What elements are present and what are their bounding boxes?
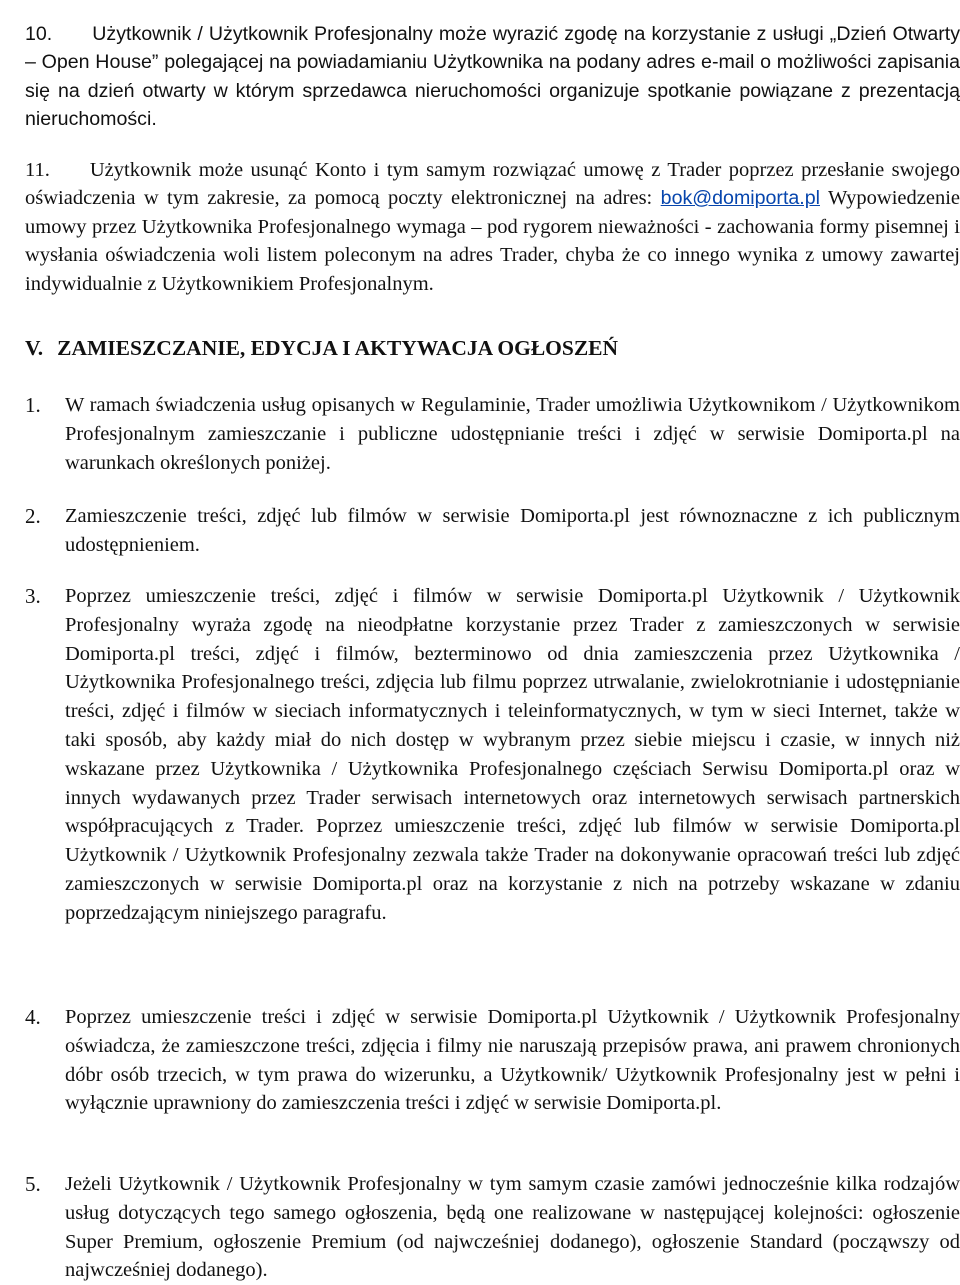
item-5-number: 5. (25, 1172, 41, 1196)
item-5-text: Jeżeli Użytkownik / Użytkownik Profesjonalny w tym samym czasie zamówi jednocześnie kilka rodzajów usług dotyczących tego samego ogłoszenia, będą one realizowane w następującej kolejności: ogłoszenie Super Premium, ogłoszenie Premium (od najwcześniej dodanego), ogłoszenie Standard (począwszy od najwcześniej dodanego). (65, 1173, 960, 1282)
paragraph-10-text: Użytkownik / Użytkownik Profesjonalny może wyrazić zgodę na korzystanie z usługi „Dzień Otwarty – Open House” polegającej na powiadamianiu Użytkownika na podany adres e-mail o możliwości zapisania się na dzień otwarty w którym sprzedawca nieruchomości organizuje spotkanie powiązane z prezentacją nieruchomości. (25, 22, 960, 131)
item-2-number: 2. (25, 504, 41, 528)
paragraph-10 (25, 20, 960, 134)
section-number: V. (25, 336, 44, 360)
item-3-number: 3. (25, 584, 41, 608)
section-title: ZAMIESZCZANIE, EDYCJA I AKTYWACJA OGŁOSZEŃ (57, 336, 619, 360)
item-1-text: W ramach świadczenia usług opisanych w Regulaminie, Trader umożliwia Użytkownikom / Użytkownikom Profesjonalnym zamieszczanie i publiczne udostępnianie treści i zdjęć w serwisie Domiporta.pl na warunkach określonych poniżej. (65, 394, 960, 474)
item-1-number: 1. (25, 393, 41, 417)
section-heading (25, 334, 618, 362)
paragraph-11-number: 11. (25, 158, 50, 181)
paragraph-11-text-after: Wypowiedzenie umowy przez Użytkownika Profesjonalnego wymaga – pod rygorem nieważności - zachowania formy pisemnej i wysłania oświadczenia woli listem poleconym na adres Trader, chyba że co innego wynika z umowy zawartej indywidualnie z Użytkownikiem Profesjonalnym. (25, 187, 960, 295)
item-2-text: Zamieszczenie treści, zdjęć lub filmów w serwisie Domiporta.pl jest równoznaczne z ich publicznym udostępnieniem. (65, 505, 960, 556)
paragraph-10-number: 10. (25, 22, 53, 45)
email-link[interactable]: bok@domiporta.pl (660, 187, 820, 209)
item-3-text: Poprzez umieszczenie treści, zdjęć i filmów w serwisie Domiporta.pl Użytkownik / Użytkownik Profesjonalny wyraża zgodę na nieodpłatne korzystanie przez Trader z zamieszczonych w serwisie Domiporta.pl treści, zdjęć i filmów, bezterminowo od dnia zamieszczenia przez Użytkownika / Użytkownika Profesjonalnego treści, zdjęcia lub filmu poprzez utrwalanie, zwielokrotnianie i udostępnianie treści, zdjęć i filmów w sieciach informatycznych i teleinformatycznych, w tym w sieci Internet, także w taki sposób, aby każdy miał do nich dostęp w wybranym przez siebie miejscu i czasie, w innych niż wskazane przez Użytkownika / Użytkownika Profesjonalnego częściach Serwisu Domiporta.pl oraz w innych wydawanych przez Trader serwisach internetowych oraz internetowych serwisach partnerskich współpracujących z Trader. Poprzez umieszczenie treści, zdjęć lub filmów w serwisie Domiporta.pl Użytkownik / Użytkownik Profesjonalny zezwala także Trader na dokonywanie opracowań treści lub zdjęć zamieszczonych w serwisie Domiporta.pl oraz na korzystanie z nich na potrzeby wskazane w zdaniu poprzedzającym niniejszego paragrafu. (65, 585, 960, 924)
item-4-text: Poprzez umieszczenie treści i zdjęć w serwisie Domiporta.pl Użytkownik / Użytkownik Profesjonalny oświadcza, że zamieszczone treści, zdjęcia i filmy nie naruszają przepisów prawa, ani prawem chronionych dóbr osób trzecich, w tym prawa do wizerunku, a Użytkownik/ Użytkownik Profesjonalny jest w pełni i wyłącznie uprawniony do zamieszczenia treści i zdjęć w serwisie Domiporta.pl. (65, 1006, 960, 1115)
item-4-number: 4. (25, 1005, 41, 1029)
paragraph-11 (25, 156, 960, 299)
paragraph-11-text-before: Użytkownik może usunąć Konto i tym samym rozwiązać umowę z Trader poprzez przesłanie swojego oświadczenia w tym zakresie, za pomocą poczty elektronicznej na adres: (25, 158, 960, 209)
